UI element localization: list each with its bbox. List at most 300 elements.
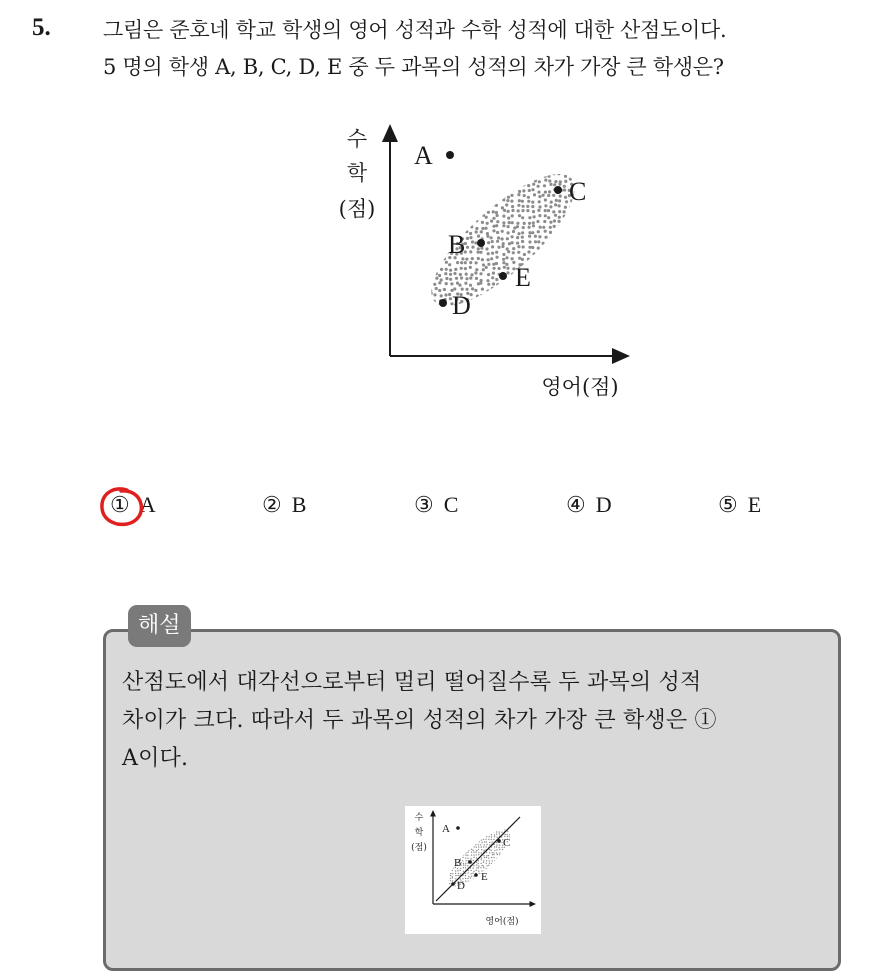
cloud-dot — [538, 205, 541, 208]
cloud-dot — [473, 833, 474, 834]
cloud-dot — [521, 236, 524, 239]
solution-line-3: A이다. — [122, 746, 189, 771]
cloud-dot — [581, 294, 584, 297]
cloud-dot — [496, 860, 497, 861]
cloud-dot — [491, 873, 492, 874]
cloud-dot — [510, 194, 513, 197]
cloud-dot — [492, 282, 495, 285]
cloud-dot — [488, 873, 489, 874]
cloud-dot — [489, 844, 490, 845]
cloud-dot — [509, 878, 510, 879]
cloud-dot — [502, 849, 503, 850]
cloud-dot — [491, 850, 492, 851]
cloud-dot — [528, 189, 531, 192]
cloud-dot — [475, 277, 478, 280]
cloud-dot — [489, 842, 490, 843]
cloud-dot — [558, 183, 561, 186]
cloud-dot — [465, 828, 466, 829]
cloud-dot — [491, 834, 492, 835]
cloud-dot — [499, 881, 500, 882]
cloud-dot — [465, 823, 466, 824]
cloud-dot — [433, 266, 436, 269]
cloud-dot — [504, 834, 505, 835]
cloud-dot — [527, 303, 530, 306]
cloud-dot — [485, 185, 488, 188]
cloud-dot — [491, 304, 494, 307]
cloud-dot — [549, 183, 552, 186]
cloud-dot — [553, 292, 556, 295]
cloud-dot — [481, 857, 482, 858]
cloud-dot — [531, 309, 534, 312]
cloud-dot — [463, 871, 464, 872]
cloud-dot — [488, 865, 489, 866]
cloud-dot — [475, 304, 478, 307]
cloud-dot — [444, 836, 445, 837]
cloud-dot — [476, 870, 477, 871]
cloud-dot — [509, 880, 510, 881]
y-label-1: 수 — [346, 127, 368, 151]
cloud-dot — [476, 864, 477, 865]
cloud-dot — [516, 225, 519, 228]
cloud-dot — [450, 870, 451, 871]
cloud-dot — [428, 205, 431, 208]
cloud-dot — [463, 823, 464, 824]
cloud-dot — [476, 825, 477, 826]
cloud-dot — [558, 168, 561, 171]
cloud-dot — [449, 883, 450, 884]
cloud-dot — [512, 875, 513, 876]
cloud-dot — [574, 227, 577, 230]
choice-5[interactable] — [718, 492, 761, 518]
cloud-dot — [465, 875, 466, 876]
cloud-dot — [471, 240, 474, 243]
cloud-dot — [468, 881, 469, 882]
cloud-dot — [570, 236, 573, 239]
cloud-dot — [480, 844, 481, 845]
cloud-dot — [506, 834, 507, 835]
cloud-dot — [455, 828, 456, 829]
cloud-dot — [499, 865, 500, 866]
cloud-dot — [515, 847, 516, 848]
cloud-dot — [573, 277, 576, 280]
cloud-dot — [575, 253, 578, 256]
cloud-dot — [465, 845, 466, 846]
cloud-dot — [444, 864, 445, 865]
cloud-dot — [506, 170, 509, 173]
cloud-dot — [443, 257, 446, 260]
cloud-dot — [493, 267, 496, 270]
cloud-dot — [543, 184, 546, 187]
cloud-dot — [441, 252, 444, 255]
cloud-dot — [494, 850, 495, 851]
cloud-dot — [472, 842, 473, 843]
cloud-dot — [447, 865, 448, 866]
cloud-dot — [468, 836, 469, 837]
cloud-dot — [544, 236, 547, 239]
cloud-dot — [445, 261, 448, 264]
cloud-dot — [502, 867, 503, 868]
cloud-dot — [493, 886, 494, 887]
cloud-dot — [503, 283, 506, 286]
cloud-dot — [512, 230, 515, 233]
cloud-dot — [558, 294, 561, 297]
cloud-dot — [527, 168, 530, 171]
cloud-dot — [554, 272, 557, 275]
cloud-dot — [444, 849, 445, 850]
cloud-dot — [486, 868, 487, 869]
cloud-dot — [554, 299, 557, 302]
choice-3[interactable] — [414, 492, 458, 518]
cloud-dot — [449, 169, 452, 172]
cloud-dot — [459, 184, 462, 187]
cloud-dot — [507, 890, 508, 891]
cloud-dot — [466, 216, 469, 219]
cloud-dot — [471, 836, 472, 837]
cloud-dot — [455, 886, 456, 887]
cloud-dot — [528, 231, 531, 234]
y-label-2: 학 — [346, 161, 368, 185]
cloud-dot — [501, 878, 502, 879]
cloud-dot — [502, 886, 503, 887]
cloud-dot — [563, 210, 566, 213]
cloud-dot — [487, 206, 490, 209]
cloud-dot — [475, 227, 478, 230]
cloud-dot — [494, 862, 495, 863]
cloud-dot — [512, 251, 515, 254]
cloud-dot — [427, 199, 430, 202]
cloud-dot — [547, 194, 550, 197]
cloud-dot — [473, 824, 474, 825]
cloud-dot — [471, 309, 474, 312]
cloud-dot — [539, 293, 542, 296]
cloud-dot — [528, 179, 531, 182]
cloud-dot — [458, 845, 459, 846]
cloud-dot — [490, 220, 493, 223]
cloud-dot — [506, 883, 507, 884]
cloud-dot — [575, 219, 578, 222]
cloud-dot — [479, 888, 480, 889]
cloud-dot — [486, 841, 487, 842]
cloud-dot — [485, 266, 488, 269]
cloud-dot — [464, 267, 467, 270]
cloud-dot — [460, 837, 461, 838]
cloud-dot — [475, 891, 476, 892]
cloud-dot — [511, 310, 514, 313]
cloud-dot — [548, 261, 551, 264]
cloud-dot — [473, 888, 474, 889]
cloud-dot — [493, 857, 494, 858]
cloud-dot — [517, 232, 520, 235]
cloud-dot — [469, 236, 472, 239]
cloud-dot — [473, 857, 474, 858]
cloud-dot — [542, 293, 545, 296]
cloud-dot — [564, 206, 567, 209]
cloud-dot — [460, 267, 463, 270]
answer-choices — [110, 492, 810, 532]
cloud-dot — [509, 852, 510, 853]
cloud-dot — [455, 204, 458, 207]
cloud-dot — [466, 174, 469, 177]
cloud-dot — [512, 829, 513, 830]
cloud-dot — [496, 858, 497, 859]
cloud-dot — [486, 222, 489, 225]
cloud-dot — [558, 199, 561, 202]
cloud-dot — [499, 826, 500, 827]
cloud-dot — [444, 186, 447, 189]
cloud-dot — [464, 183, 467, 186]
cloud-dot — [444, 854, 445, 855]
cloud-dot — [498, 891, 499, 892]
cloud-dot — [480, 826, 481, 827]
cloud-dot — [486, 846, 487, 847]
cloud-dot — [455, 870, 456, 871]
cloud-dot — [473, 886, 474, 887]
cloud-dot — [527, 250, 530, 253]
cloud-dot — [439, 235, 442, 238]
cloud-dot — [496, 256, 499, 259]
cloud-dot — [558, 225, 561, 228]
cloud-dot — [481, 829, 482, 830]
cloud-dot — [496, 849, 497, 850]
cloud-dot — [502, 224, 505, 227]
cloud-dot — [465, 199, 468, 202]
cloud-dot — [460, 168, 463, 171]
cloud-dot — [473, 844, 474, 845]
cloud-dot — [468, 885, 469, 886]
cloud-dot — [552, 194, 555, 197]
cloud-dot — [498, 267, 501, 270]
cloud-dot — [488, 858, 489, 859]
cloud-dot — [478, 841, 479, 842]
cloud-dot — [471, 849, 472, 850]
cloud-dot — [492, 881, 493, 882]
mini-y-label-3: (점) — [411, 843, 427, 853]
cloud-dot — [493, 828, 494, 829]
cloud-dot — [434, 173, 437, 176]
cloud-dot — [502, 864, 503, 865]
cloud-dot — [501, 824, 502, 825]
cloud-dot — [452, 852, 453, 853]
cloud-dot — [504, 884, 505, 885]
cloud-dot — [485, 890, 486, 891]
cloud-dot — [478, 865, 479, 866]
cloud-dot — [507, 217, 510, 220]
cloud-dot — [517, 193, 520, 196]
cloud-dot — [435, 304, 438, 307]
cloud-dot — [487, 294, 490, 297]
cloud-dot — [499, 853, 500, 854]
cloud-dot — [574, 304, 577, 307]
cloud-dot — [486, 303, 489, 306]
cloud-dot — [446, 878, 447, 879]
cloud-dot — [521, 175, 524, 178]
cloud-dot — [499, 878, 500, 879]
cloud-dot — [444, 845, 445, 846]
cloud-dot — [484, 888, 485, 889]
cloud-dot — [521, 180, 524, 183]
cloud-dot — [491, 857, 492, 858]
cloud-dot — [528, 222, 531, 225]
cloud-dot — [581, 220, 584, 223]
cloud-dot — [480, 199, 483, 202]
cloud-dot — [534, 179, 537, 182]
cloud-dot — [452, 889, 453, 890]
cloud-dot — [521, 169, 524, 172]
cloud-dot — [486, 860, 487, 861]
cloud-dot — [487, 200, 490, 203]
cloud-dot — [470, 273, 473, 276]
cloud-dot — [505, 886, 506, 887]
cloud-dot — [473, 851, 474, 852]
question-line-2: 5 명의 학생 A, B, C, D, E 중 두 과목의 성적의 차가 가장 큰 학생은? — [103, 55, 724, 79]
cloud-dot — [568, 255, 571, 258]
cloud-dot — [504, 862, 505, 863]
cloud-dot — [509, 862, 510, 863]
cloud-dot — [465, 857, 466, 858]
cloud-dot — [553, 309, 556, 312]
cloud-dot — [543, 252, 546, 255]
cloud-dot — [455, 222, 458, 225]
cloud-dot — [423, 174, 426, 177]
cloud-dot — [558, 257, 561, 260]
cloud-dot — [532, 224, 535, 227]
cloud-dot — [449, 269, 452, 272]
cloud-dot — [491, 884, 492, 885]
cloud-dot — [455, 855, 456, 856]
cloud-dot — [460, 826, 461, 827]
cloud-dot — [532, 183, 535, 186]
cloud-dot — [502, 198, 505, 201]
cloud-dot — [512, 868, 513, 869]
cloud-dot — [445, 277, 448, 280]
cloud-dot — [424, 209, 427, 212]
cloud-dot — [485, 839, 486, 840]
cloud-dot — [481, 891, 482, 892]
cloud-dot — [570, 309, 573, 312]
cloud-dot — [471, 219, 474, 222]
cloud-dot — [564, 267, 567, 270]
cloud-dot — [533, 276, 536, 279]
cloud-dot — [488, 855, 489, 856]
cloud-dot — [479, 873, 480, 874]
cloud-dot — [452, 842, 453, 843]
cloud-dot — [483, 836, 484, 837]
cloud-dot — [453, 844, 454, 845]
cloud-dot — [495, 297, 498, 300]
choice-1-mark: ① — [110, 492, 130, 517]
cloud-dot — [528, 299, 531, 302]
choice-4[interactable] — [566, 492, 612, 518]
cloud-dot — [512, 884, 513, 885]
cloud-dot — [478, 870, 479, 871]
cloud-dot — [557, 172, 560, 175]
cloud-dot — [581, 298, 584, 301]
cloud-dot — [465, 873, 466, 874]
cloud-dot — [455, 847, 456, 848]
cloud-dot — [558, 288, 561, 291]
choice-3-text: C — [443, 492, 459, 517]
cloud-dot — [534, 304, 537, 307]
cloud-dot — [565, 200, 568, 203]
cloud-dot — [433, 300, 436, 303]
cloud-dot — [516, 304, 519, 307]
cloud-dot — [486, 826, 487, 827]
cloud-dot — [580, 215, 583, 218]
cloud-dot — [471, 826, 472, 827]
cloud-dot — [430, 274, 433, 277]
cloud-dot — [537, 170, 540, 173]
cloud-dot — [501, 237, 504, 240]
cloud-dot — [470, 828, 471, 829]
cloud-dot — [501, 230, 504, 233]
cloud-dot — [554, 251, 557, 254]
cloud-dot — [506, 184, 509, 187]
cloud-dot — [475, 888, 476, 889]
cloud-dot — [449, 851, 450, 852]
cloud-dot — [488, 888, 489, 889]
cloud-dot — [499, 875, 500, 876]
cloud-dot — [502, 888, 503, 889]
cloud-dot — [466, 237, 469, 240]
cloud-dot — [479, 251, 482, 254]
cloud-dot — [576, 206, 579, 209]
cloud-dot — [455, 875, 456, 876]
cloud-dot — [574, 232, 577, 235]
cloud-dot — [429, 299, 432, 302]
cloud-dot — [510, 870, 511, 871]
cloud-dot — [507, 279, 510, 282]
cloud-dot — [504, 865, 505, 866]
cloud-dot — [469, 277, 472, 280]
cloud-dot — [507, 231, 510, 234]
cloud-dot — [498, 847, 499, 848]
cloud-dot — [465, 839, 466, 840]
cloud-dot — [497, 310, 500, 313]
cloud-dot — [506, 876, 507, 877]
cloud-dot — [434, 255, 437, 258]
cloud-dot — [502, 307, 505, 310]
cloud-dot — [493, 839, 494, 840]
cloud-dot — [514, 845, 515, 846]
choice-2[interactable] — [262, 492, 306, 518]
cloud-dot — [474, 200, 477, 203]
cloud-dot — [491, 823, 492, 824]
cloud-dot — [458, 284, 461, 287]
cloud-dot — [423, 232, 426, 235]
cloud-dot — [480, 178, 483, 181]
cloud-dot — [515, 865, 516, 866]
cloud-dot — [470, 877, 471, 878]
cloud-dot — [549, 272, 552, 275]
cloud-dot — [497, 184, 500, 187]
cloud-dot — [514, 862, 515, 863]
cloud-dot — [507, 189, 510, 192]
cloud-dot — [514, 834, 515, 835]
cloud-dot — [494, 865, 495, 866]
cloud-dot — [434, 209, 437, 212]
cloud-dot — [460, 847, 461, 848]
cloud-dot — [494, 891, 495, 892]
cloud-dot — [533, 252, 536, 255]
cloud-dot — [453, 272, 456, 275]
cloud-dot — [438, 184, 441, 187]
cloud-dot — [444, 888, 445, 889]
cloud-dot — [512, 891, 513, 892]
cloud-dot — [443, 308, 446, 311]
cloud-dot — [487, 310, 490, 313]
cloud-dot — [522, 294, 525, 297]
cloud-dot — [476, 828, 477, 829]
